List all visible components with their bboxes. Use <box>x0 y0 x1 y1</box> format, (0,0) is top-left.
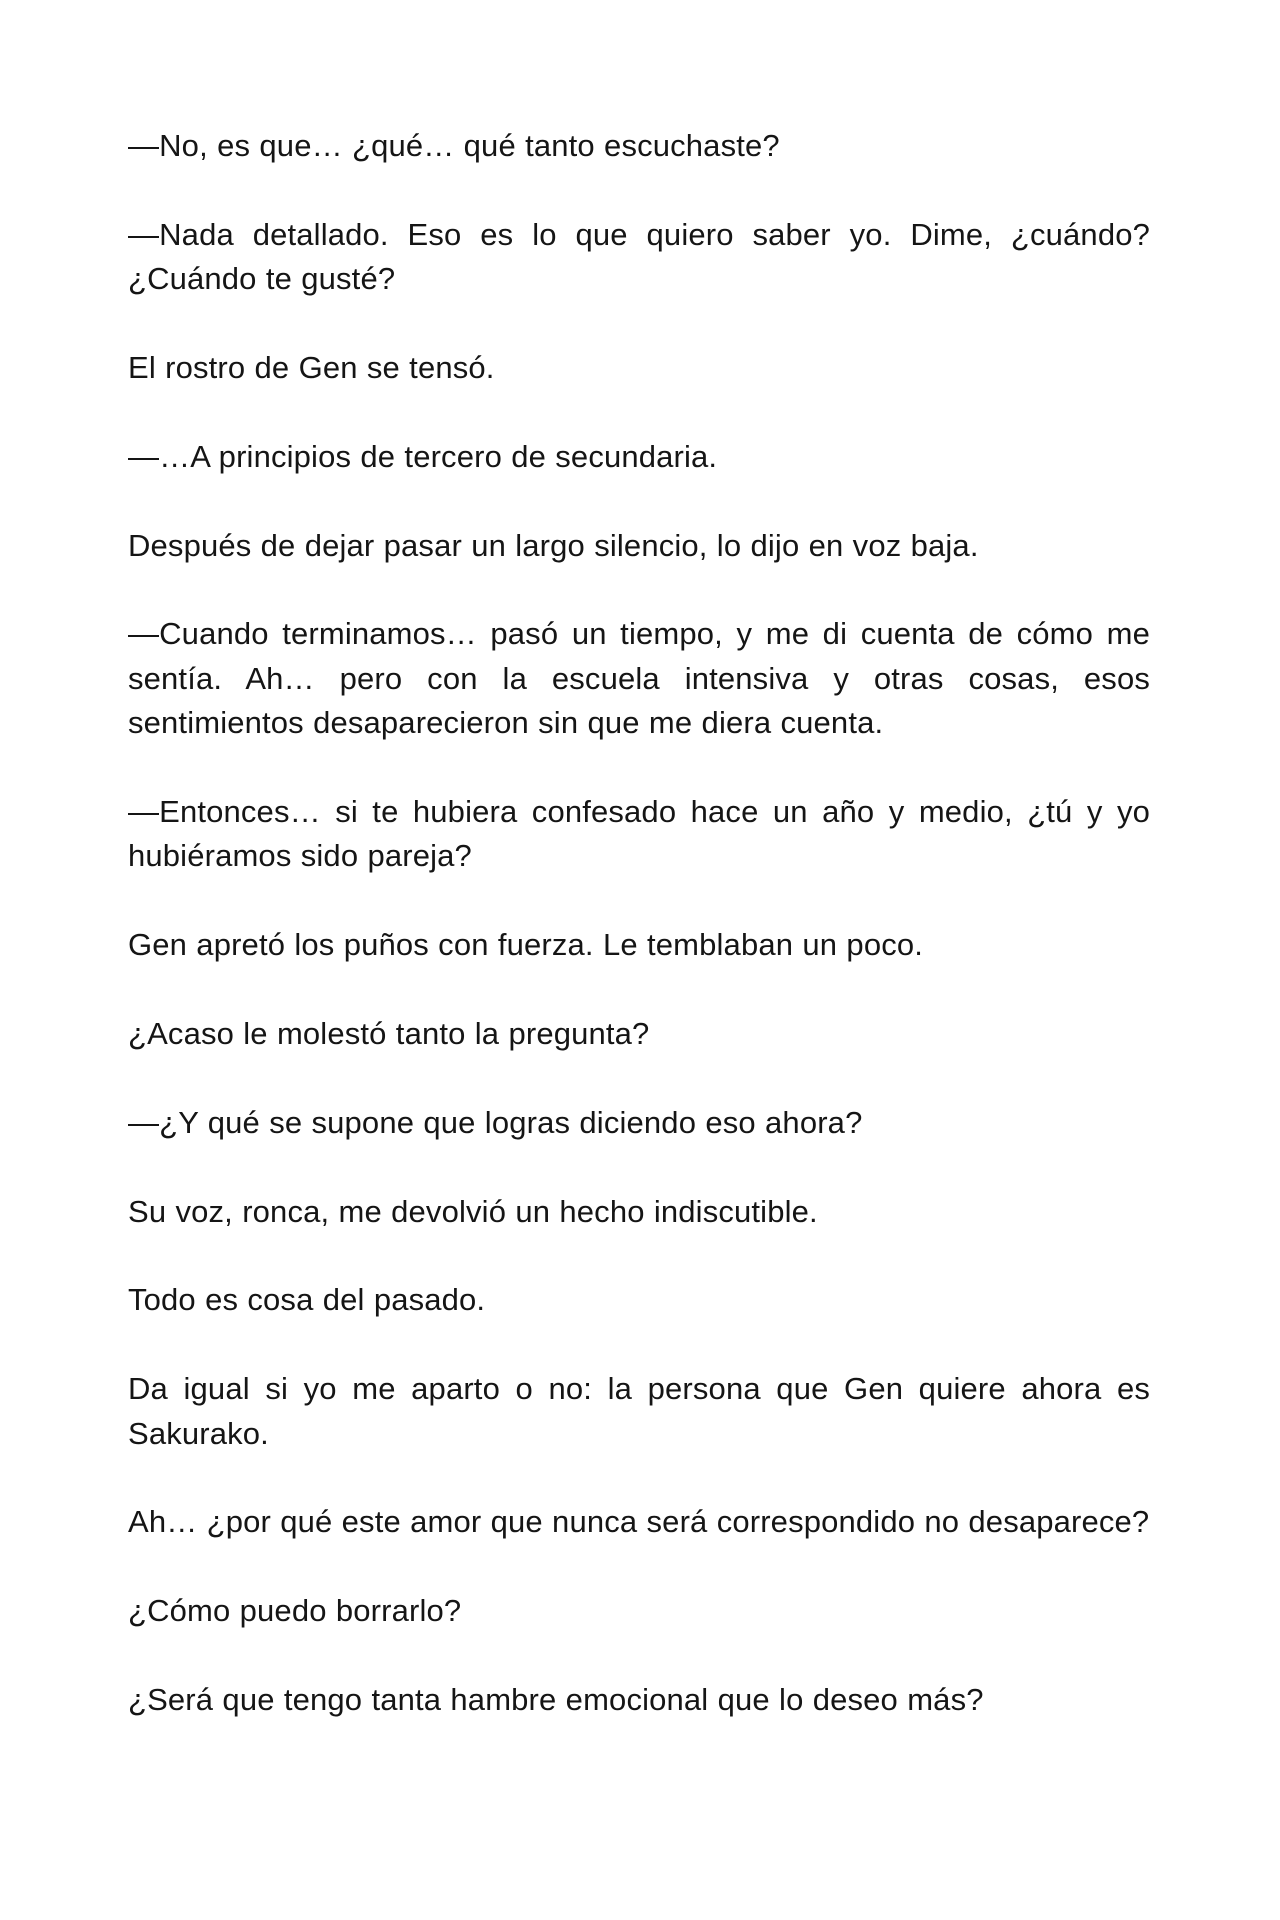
paragraph-bothered-question: ¿Acaso le molestó tanto la pregunta? <box>128 1016 650 1051</box>
paragraph-gen-tensed: El rostro de Gen se tensó. <box>128 350 495 385</box>
paragraph-hoarse-voice: Su voz, ronca, me devolvió un hecho indiscutible. <box>128 1193 818 1229</box>
paragraph-dialogue-if-confessed: —Entonces… si te hubiera confesado hace un año y medio, ¿tú y yo hubiéramos sido pareja? <box>128 794 1150 874</box>
paragraph-how-erase: ¿Cómo puedo borrarlo? <box>128 1593 462 1629</box>
paragraph-dialogue-when: —Nada detallado. Eso es lo que quiero saber yo. Dime, ¿cuándo? ¿Cuándo te gusté? <box>128 216 1150 297</box>
paragraph-dialogue-third-year: —…A principios de tercero de secundaria. <box>128 438 718 474</box>
paragraph-emotional-hunger: ¿Será que tengo tanta hambre emocional que lo deseo más? <box>128 1681 984 1717</box>
paragraph-long-silence: Después de dejar pasar un largo silencio, lo dijo en voz baja. <box>128 527 979 563</box>
paragraph-gen-fists: Gen apretó los puños con fuerza. Le temblaban un poco. <box>128 927 924 963</box>
paragraph-dialogue-what-did-you-hear: —No, es que… ¿qué… qué tanto escuchaste? <box>128 128 780 163</box>
paragraph-dialogue-when-we-ended: —Cuando terminamos… pasó un tiempo, y me di cuenta de cómo me sentía. Ah… pero con la escuela intensiva y otras cosas, esos sentimientos desaparecieron sin que me diera cuenta. <box>128 616 1150 741</box>
paragraph-unrequited-love: Ah… ¿por qué este amor que nunca será correspondido no desaparece? <box>128 1504 1150 1540</box>
paragraph-dialogue-what-now: —¿Y qué se supone que logras diciendo eso ahora? <box>128 1104 863 1140</box>
paragraph-sakurako: Da igual si yo me aparto o no: la persona que Gen quiere ahora es Sakurako. <box>128 1371 1150 1451</box>
document-page <box>128 124 1150 1767</box>
paragraph-all-in-past: Todo es cosa del pasado. <box>128 1282 486 1318</box>
